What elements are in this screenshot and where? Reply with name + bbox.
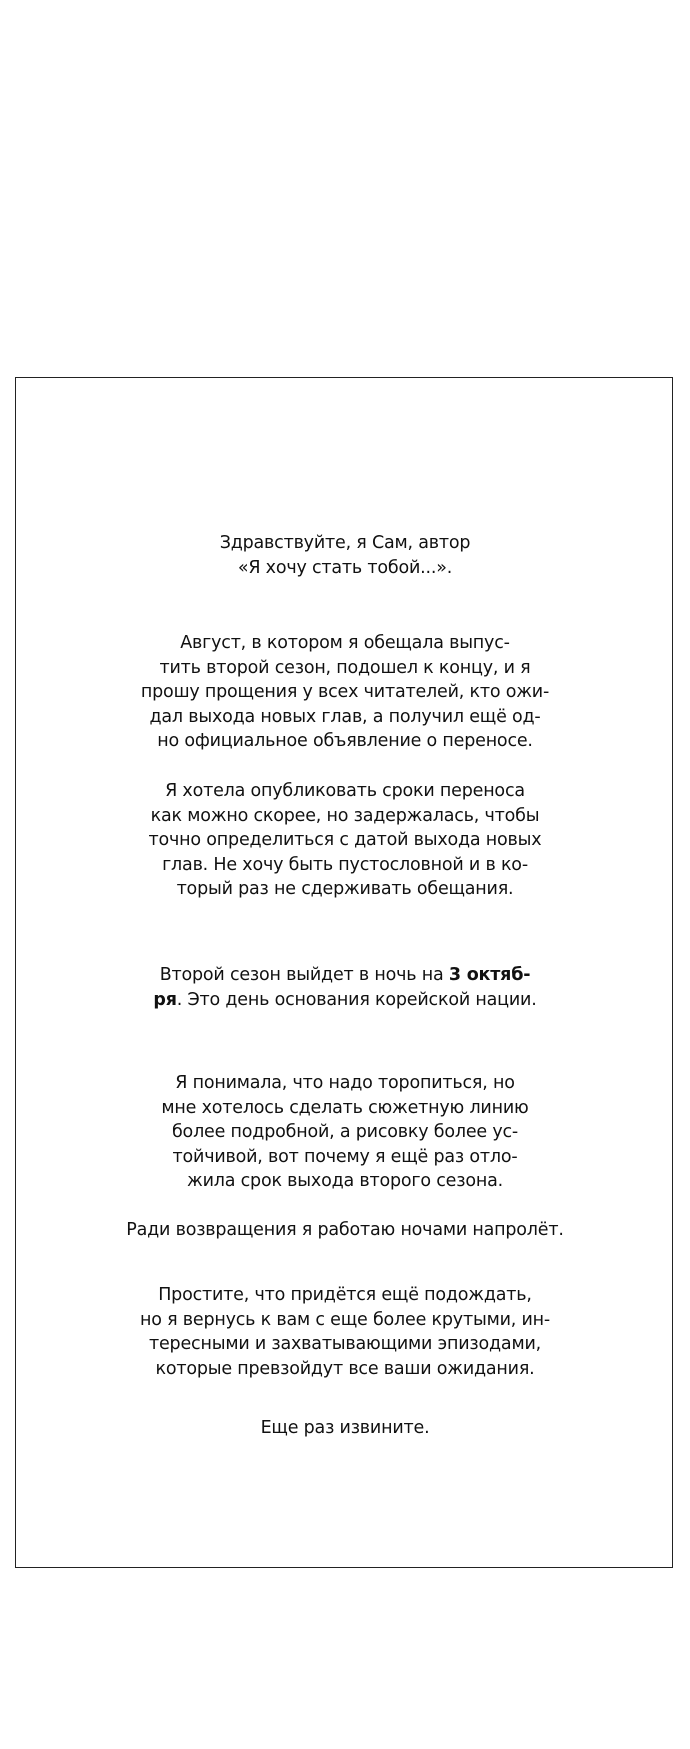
text-line: но я вернусь к вам с еще более крутыми, ин- (139, 1309, 551, 1330)
text-line: Здравствуйте, я Сам, автор (219, 533, 471, 553)
release-text: . Это день основания корейской нации. (176, 989, 537, 1010)
release-date-bold: 3 октяб- (448, 965, 531, 985)
text-line: мне хотелось сделать сюжетную линию (161, 1097, 529, 1118)
text-line: торый раз не сдерживать обещания. (176, 879, 514, 899)
text-line: которые превзойдут все ваши ожидания. (155, 1358, 535, 1379)
text-line: Простите, что придётся ещё подождать, (158, 1285, 532, 1305)
release-date-paragraph (16, 963, 674, 1012)
text-line: дал выхода новых глав, а получил ещё од- (149, 706, 541, 727)
apology-paragraph (16, 631, 674, 754)
text-line: прошу прощения у всех читателей, кто ожи- (140, 682, 550, 702)
release-text: Второй сезон выйдет в ночь на (159, 965, 449, 985)
release-date-bold: ря (153, 989, 177, 1010)
text-line: жила срок выхода второго сезона. (187, 1171, 503, 1191)
greeting-paragraph (16, 531, 674, 580)
text-line: тить второй сезон, подошел к концу, и я (159, 657, 531, 678)
text-line: точно определиться с датой выхода новых (148, 830, 542, 850)
text-line: Еще раз извините. (260, 1418, 430, 1438)
text-line (16, 963, 674, 988)
text-line (16, 988, 674, 1013)
text-line: Август, в котором я обещала выпус- (180, 633, 510, 653)
text-line: Я понимала, что надо торопиться, но (175, 1073, 515, 1093)
postpone-paragraph (16, 1071, 674, 1194)
text-line: тересными и захватывающими эпизодами, (149, 1334, 541, 1354)
delay-reason-paragraph (16, 779, 674, 902)
text-line: глав. Не хочу быть пустословной и в ко- (162, 854, 528, 875)
text-line: Я хотела опубликовать сроки переноса (165, 781, 525, 801)
text-line: как можно скорее, но задержалась, чтобы (150, 805, 540, 826)
text-line: тойчивой, вот почему я ещё раз отло- (172, 1146, 518, 1167)
text-line: более подробной, а рисовку более ус- (171, 1122, 519, 1142)
text-line: Ради возвращения я работаю ночами напролёт. (126, 1220, 564, 1240)
promise-paragraph (16, 1283, 674, 1381)
notice-frame (15, 377, 673, 1568)
working-paragraph (16, 1218, 674, 1243)
text-line: «Я хочу стать тобой...». (237, 557, 453, 578)
text-line: но официальное объявление о переносе. (157, 731, 533, 751)
closing-paragraph (16, 1416, 674, 1441)
